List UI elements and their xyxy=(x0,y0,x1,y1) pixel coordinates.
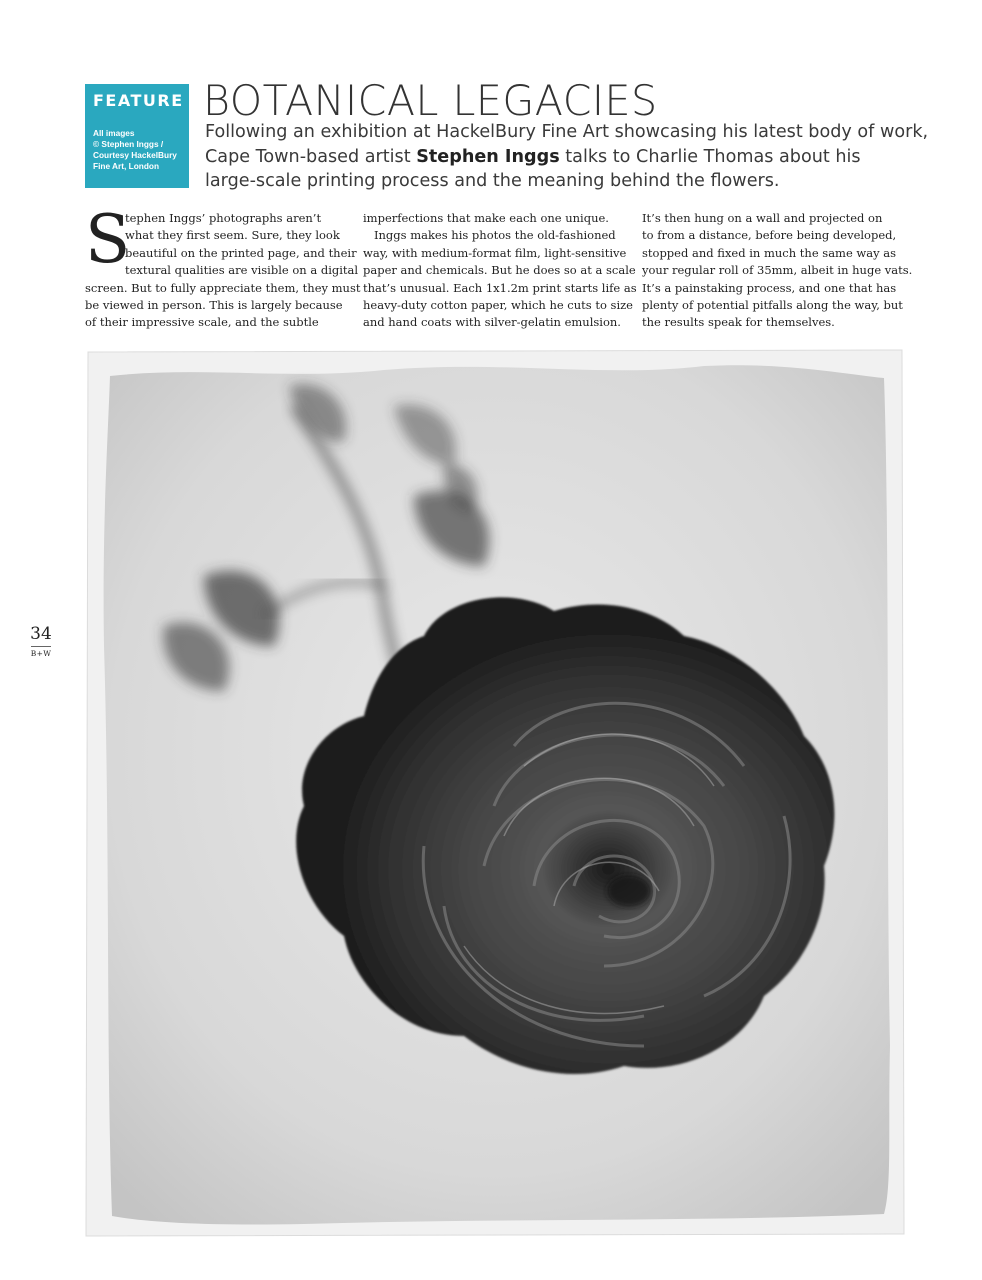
body-line: textural qualities are visible on a digital xyxy=(125,263,359,278)
body-line: what they first seem. Sure, they look xyxy=(125,228,340,243)
body-line: be viewed in person. This is largely because xyxy=(85,298,343,313)
feature-badge xyxy=(85,84,189,188)
body-line: It’s then hung on a wall and projected on xyxy=(642,211,883,225)
body-line: to from a distance, before being developed, xyxy=(642,228,897,243)
body-line: the results speak for themselves. xyxy=(642,315,835,330)
body-line: way, with medium-format film, light-sensitive xyxy=(363,245,627,260)
standfirst-line xyxy=(205,145,905,170)
magazine-name: B+W xyxy=(30,649,52,658)
drop-cap: S xyxy=(85,201,131,278)
standfirst xyxy=(205,120,929,194)
folio-divider xyxy=(31,646,51,647)
body-column-2 xyxy=(363,210,637,332)
standfirst-text: Cape Town-based artist xyxy=(205,146,417,167)
body-line: and hand coats with silver-gelatin emulsion. xyxy=(363,315,621,330)
standfirst-line: Following an exhibition at HackelBury Fine Art showcasing his latest body of work, xyxy=(205,122,929,142)
artist-name: Stephen Inggs xyxy=(416,146,560,167)
standfirst-text: talks to Charlie Thomas about his xyxy=(559,146,861,167)
article-headline: BOTANICAL LEGACIES xyxy=(203,76,658,125)
photo-credit xyxy=(93,128,181,172)
body-column-3 xyxy=(642,210,913,332)
credit-line: © Stephen Inggs / xyxy=(93,139,164,149)
body-line: your regular roll of 35mm, albeit in huge vats. xyxy=(642,263,913,278)
body-line: heavy-duty cotton paper, which he cuts to size xyxy=(363,298,633,313)
body-column-1 xyxy=(85,210,361,332)
body-line: of their impressive scale, and the subtle xyxy=(85,315,319,330)
credit-line: All images xyxy=(93,128,135,138)
body-line: plenty of potential pitfalls along the way, but xyxy=(642,298,903,313)
body-line: beautiful on the printed page, and their xyxy=(125,245,357,260)
body-line: screen. But to fully appreciate them, they must xyxy=(85,280,361,295)
body-line: Inggs makes his photos the old-fashioned xyxy=(363,228,616,243)
page-folio xyxy=(30,624,52,658)
body-line: imperfections that make each one unique. xyxy=(363,211,609,225)
feature-label: FEATURE xyxy=(93,91,184,110)
body-line: tephen Inggs’ photographs aren’t xyxy=(125,211,322,225)
credit-line: Courtesy HackelBury xyxy=(93,150,177,160)
credit-line: Fine Art, London xyxy=(93,161,160,171)
body-line: It’s a painstaking process, and one that has xyxy=(642,280,897,295)
body-line: that’s unusual. Each 1x1.2m print starts life as xyxy=(363,280,637,295)
standfirst-line: large-scale printing process and the meaning behind the flowers. xyxy=(205,171,780,191)
page-number: 34 xyxy=(30,624,52,644)
body-line: stopped and fixed in much the same way as xyxy=(642,245,897,260)
rose-photograph xyxy=(84,346,906,1239)
body-line: paper and chemicals. But he does so at a scale xyxy=(363,263,636,278)
